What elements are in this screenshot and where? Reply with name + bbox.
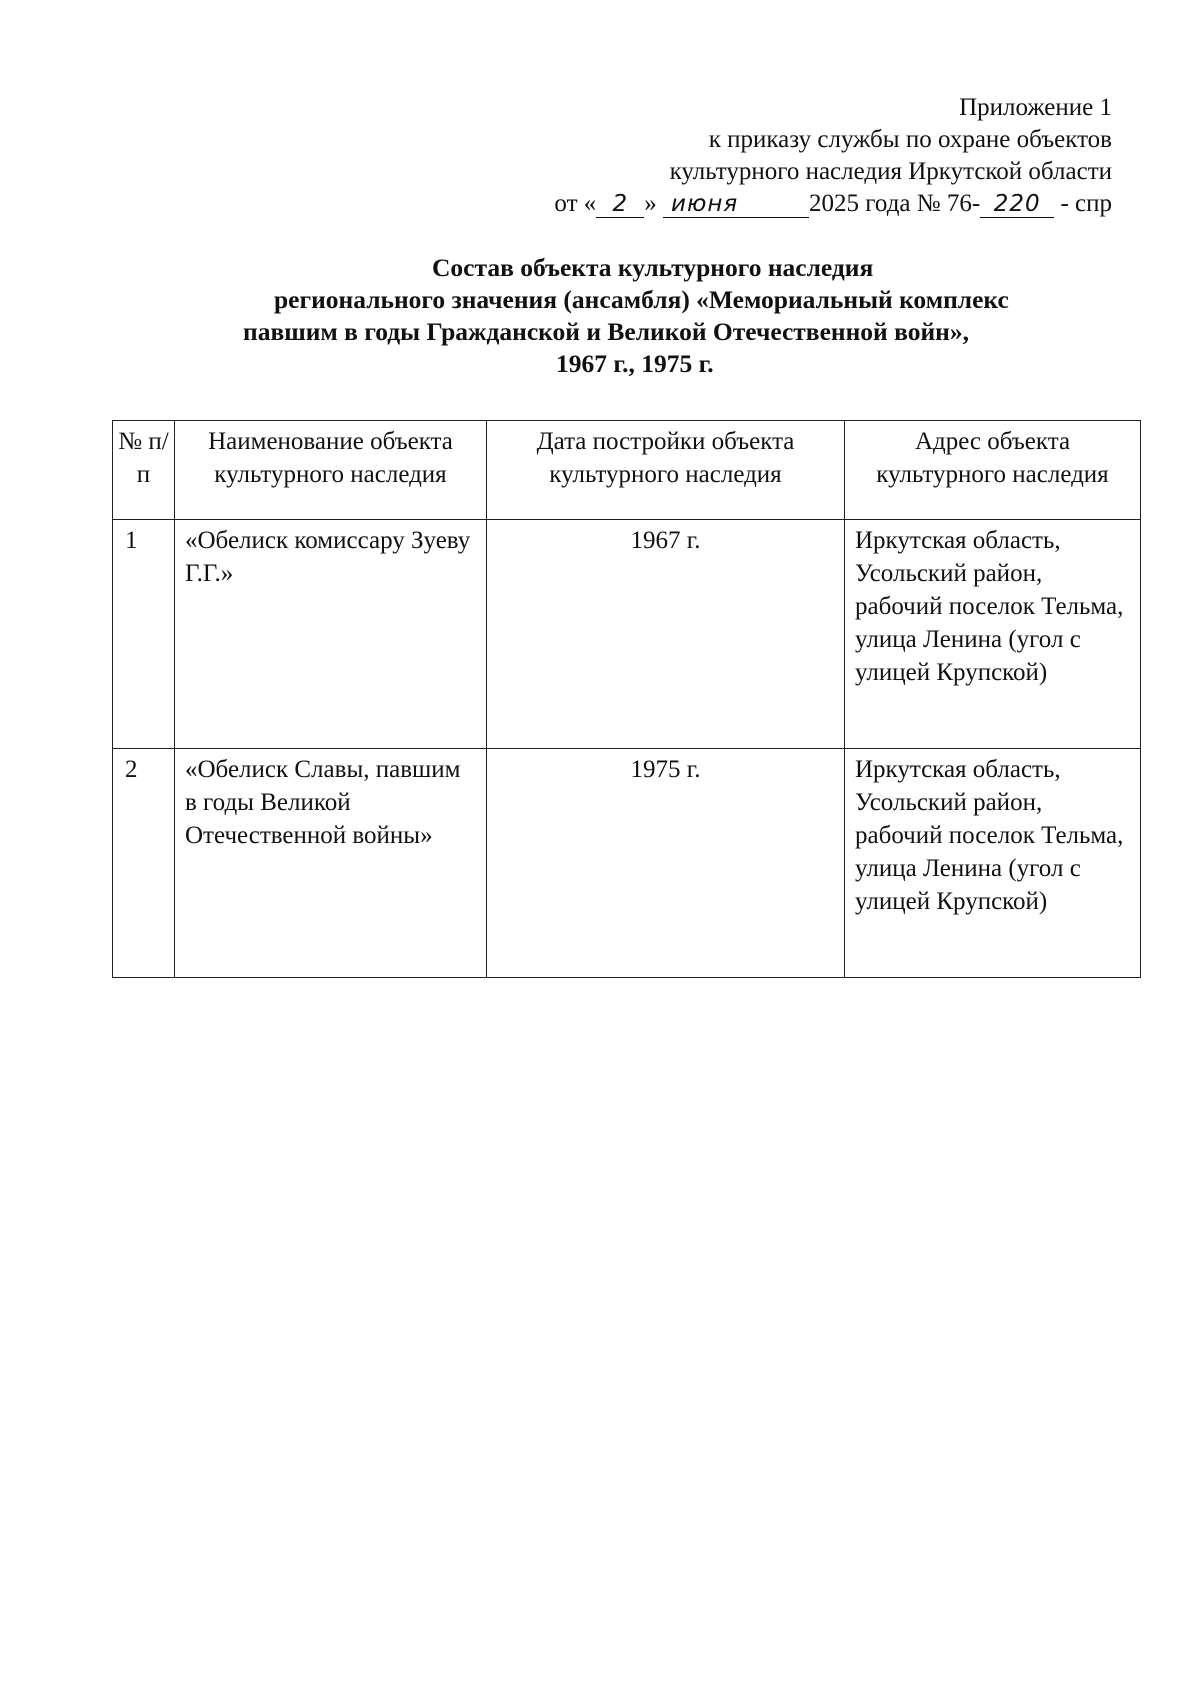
header-number: № п/п <box>113 421 175 520</box>
heritage-objects-table <box>112 420 1141 978</box>
appendix-authority-line: культурного наследия Иркутской области <box>669 158 1112 185</box>
cell-name: «Обелиск Славы, павшим в годы Великой Отечественной войны» <box>175 749 487 978</box>
handwritten-order-number: 220 <box>980 191 1054 218</box>
handwritten-day: 2 <box>596 191 644 218</box>
number-suffix: - спр <box>1054 190 1112 217</box>
title-line-3: павшим в годы Гражданской и Великой Отечественной войн», <box>243 317 969 346</box>
year-text: 2025 года № 76- <box>809 190 981 217</box>
header-address: Адрес объекта культурного наследия <box>845 421 1141 520</box>
cell-number: 1 <box>113 520 175 749</box>
cell-address: Иркутская область, Усольский район, рабочий поселок Тельма, улица Ленина (угол с улицей Крупской) <box>845 520 1141 749</box>
cell-date: 1967 г. <box>487 520 845 749</box>
cell-address: Иркутская область, Усольский район, рабочий поселок Тельма, улица Ленина (угол с улицей Крупской) <box>845 749 1141 978</box>
appendix-date-line <box>412 188 1112 220</box>
day-suffix: » <box>644 190 657 217</box>
appendix-header <box>412 92 1112 220</box>
appendix-order-line: к приказу службы по охране объектов <box>708 126 1112 153</box>
handwritten-month: июня <box>663 191 809 218</box>
table-row <box>113 520 1141 749</box>
document-title <box>180 252 1080 380</box>
table-header-row <box>113 421 1141 520</box>
cell-date: 1975 г. <box>487 749 845 978</box>
cell-number: 2 <box>113 749 175 978</box>
title-line-1: Состав объекта культурного наследия <box>432 253 874 282</box>
header-name: Наименование объекта культурного наследия <box>175 421 487 520</box>
header-date: Дата постройки объекта культурного наследия <box>487 421 845 520</box>
title-line-2: регионального значения (ансамбля) «Мемориальный комплекс <box>274 285 1009 314</box>
title-line-4: 1967 г., 1975 г. <box>556 349 714 378</box>
date-prefix: от « <box>554 190 597 217</box>
table-row <box>113 749 1141 978</box>
cell-name: «Обелиск комиссару Зуеву Г.Г.» <box>175 520 487 749</box>
appendix-title: Приложение 1 <box>959 94 1112 121</box>
